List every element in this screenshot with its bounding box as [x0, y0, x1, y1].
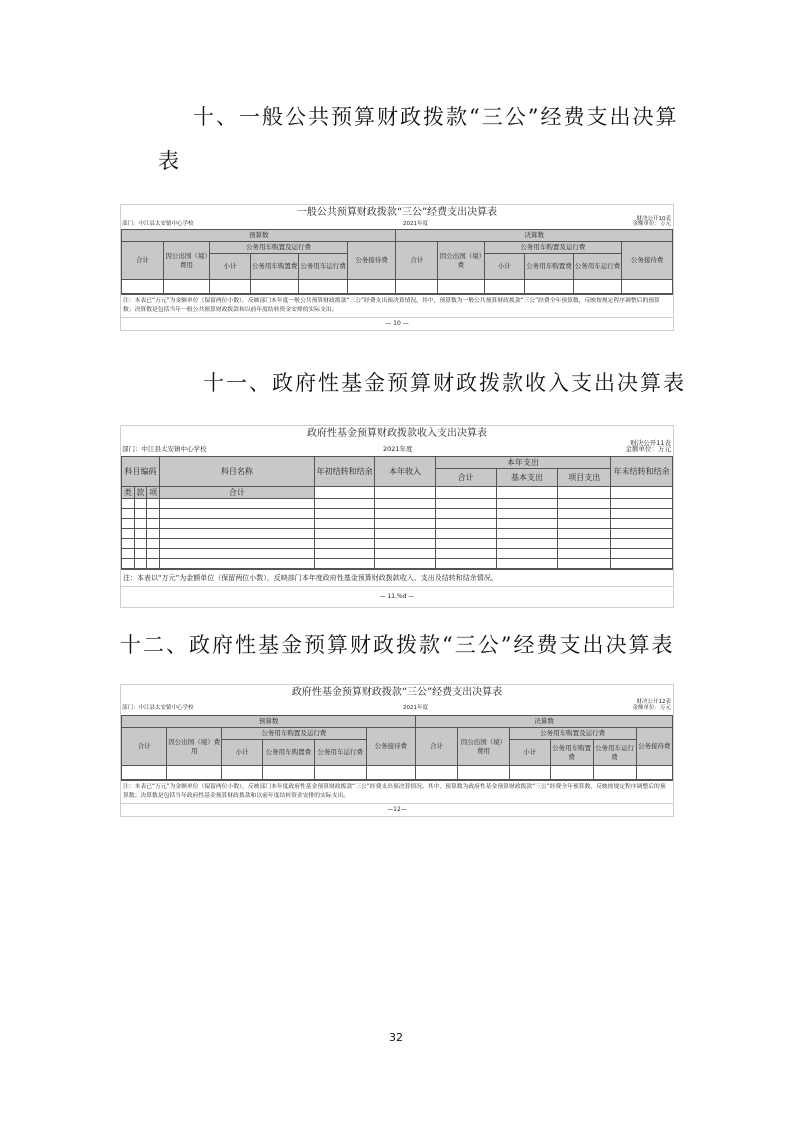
table-11-basic-header: 基本支出	[496, 469, 558, 487]
table-row	[122, 549, 673, 559]
table-12-sheet	[120, 684, 674, 817]
table-12-vehicle-final-header: 公务用车购置及运行费	[509, 728, 636, 740]
table-10-abroad-final-header: 因公出国（境）费	[438, 242, 484, 280]
table-12-title: 政府性基金预算财政拨款“三公”经费支出决算表	[291, 687, 503, 698]
table-row	[122, 280, 673, 294]
table-11-begin-balance-header: 年初结转和结余	[314, 457, 375, 487]
table-10-note: 注：本表已“万元”为金额单位（保留两位小数），反映部门本年度一般公共预算财政拨款“三公”经费支出预决算情况。其中，预算数为一般公共预算财政拨款“三公”经费全年预算数，反映按规定程序调整后的预算数；决算数是包括当年一般公共预算财政拨款和以前年度结转资金安排的实际支出。	[121, 294, 673, 317]
table-10-budget-header: 预算数	[122, 230, 396, 242]
table-10-reception-header: 公务接待费	[347, 242, 395, 280]
table-11-expense-header: 本年支出	[435, 457, 611, 469]
table-11-footer: — 11.%d —	[121, 586, 673, 607]
table-10-subtotal-header: 小计	[210, 254, 251, 280]
table-10-dept: 部门：中江县太安镇中心学校	[122, 221, 194, 227]
page-number: 32	[389, 1031, 403, 1044]
table-11-unit: 金额单位：万元	[625, 445, 671, 453]
table-row	[122, 559, 673, 569]
table-11-grid	[121, 456, 673, 569]
table-11-dept: 部门：中江县太安镇中心学校	[122, 445, 207, 453]
table-10-purchase-final-header: 公务用车购置费	[525, 254, 573, 280]
table-10-vehicle-final-header: 公务用车购置及运行费	[484, 242, 622, 254]
table-10-grid	[121, 229, 673, 294]
table-11-title: 政府性基金预算财政拨款收入支出决算表	[307, 428, 487, 439]
table-12-footer: —12—	[121, 803, 673, 816]
table-11-sum-row-label: 合计	[160, 487, 315, 499]
table-10-operation-header: 公务用车运行费	[299, 254, 347, 280]
table-10-year: 2021年度	[403, 221, 428, 227]
table-11-sheet	[120, 425, 674, 608]
table-row	[122, 539, 673, 549]
table-10-meta	[121, 216, 673, 229]
section-10-heading-continued: 表	[158, 149, 181, 173]
table-12-total-final-header: 合计	[416, 728, 458, 766]
table-11-end-balance-header: 年末结转和结余	[611, 457, 673, 487]
table-10-sheet	[120, 204, 674, 331]
table-12-vehicle-header: 公务用车购置及运行费	[222, 728, 366, 740]
table-11-total-header: 合计	[435, 469, 496, 487]
section-12-heading: 十二、政府性基金预算财政拨款“三公”经费支出决算表	[120, 633, 675, 657]
table-11-lei-header: 类	[122, 487, 135, 499]
table-12-abroad-final-header: 因公出国（境）费用	[458, 728, 510, 766]
table-10-footer: — 10 —	[121, 317, 673, 330]
table-12-reception-final-header: 公务接待费	[636, 728, 672, 766]
table-11-code: 财决公开11表	[630, 439, 671, 447]
table-12-total-header: 合计	[122, 728, 167, 766]
table-row	[122, 519, 673, 529]
table-11-year: 2021年度	[383, 445, 413, 453]
table-10-title: 一般公共预算财政拨款“三公”经费支出决算表	[296, 207, 498, 218]
table-11-meta	[121, 440, 673, 451]
table-12-reception-header: 公务接待费	[366, 728, 416, 766]
table-10-operation-final-header: 公务用车运行费	[573, 254, 621, 280]
table-10-total-final-header: 合计	[396, 242, 438, 280]
table-row	[122, 766, 673, 780]
table-11-project-header: 项目支出	[558, 469, 611, 487]
table-12-note: 注：本表已“万元”为金额单位（保留两位小数），反映部门本年度政府性基金预算财政拨款“三公”经费支出预决算情况。其中，预算数为政府性基金预算财政拨款“三公”经费全年预算数，反映按规定程序调整后的预算数；决算数是包括当年政府性基金预算财政拨款和以前年度结转资金安排的实际支出。	[121, 780, 673, 803]
table-10-final-header: 决算数	[396, 230, 673, 242]
table-12-subtotal-header: 小计	[222, 740, 263, 766]
table-12-unit: 金额单位：万元	[632, 705, 671, 711]
table-11-code-header: 科目编码	[122, 457, 160, 487]
table-row	[122, 499, 673, 509]
table-10-reception-final-header: 公务接待费	[622, 242, 673, 280]
table-12-year: 2021年度	[403, 705, 428, 711]
table-10-unit: 金额单位：万元	[632, 221, 671, 227]
table-12-code: 财决公开12表	[636, 699, 671, 705]
table-10-abroad-header: 因公出国（境）费用	[163, 242, 209, 280]
table-row	[122, 529, 673, 539]
table-12-purchase-final-header: 公务用车购置费	[550, 740, 593, 766]
table-10-subtotal-final-header: 小计	[484, 254, 525, 280]
table-12-subtotal-final-header: 小计	[509, 740, 550, 766]
table-12-purchase-header: 公务用车购置费	[263, 740, 315, 766]
table-12-budget-header: 预算数	[122, 716, 416, 728]
table-10-total-header: 合计	[122, 242, 164, 280]
table-12-final-header: 决算数	[416, 716, 673, 728]
section-10-heading: 十、一般公共预算财政拨款“三公”经费支出决算	[193, 105, 679, 129]
table-12-operation-final-header: 公务用车运行费	[593, 740, 636, 766]
table-11-kuan-header: 款	[134, 487, 147, 499]
section-11-heading: 十一、政府性基金预算财政拨款收入支出决算表	[203, 371, 686, 395]
table-10-code: 财决公开10表	[636, 216, 671, 222]
table-11-name-header: 科目名称	[160, 457, 315, 487]
table-10-purchase-header: 公务用车购置费	[250, 254, 298, 280]
table-12-operation-header: 公务用车运行费	[314, 740, 366, 766]
table-12-meta	[121, 699, 673, 709]
table-11-note: 注：本表以“万元”为金额单位（保留两位小数），反映部门本年度政府性基金预算财政拨款收入、支出及结转和结余情况。	[121, 569, 673, 586]
table-12-dept: 部门：中江县太安镇中心学校	[122, 705, 194, 711]
table-row	[122, 509, 673, 519]
table-11-xiang-header: 项	[147, 487, 160, 499]
table-11-income-header: 本年收入	[375, 457, 435, 487]
table-12-grid	[121, 715, 673, 780]
table-12-abroad-header: 因公出国（境）费用	[167, 728, 222, 766]
table-10-vehicle-header: 公务用车购置及运行费	[210, 242, 348, 254]
